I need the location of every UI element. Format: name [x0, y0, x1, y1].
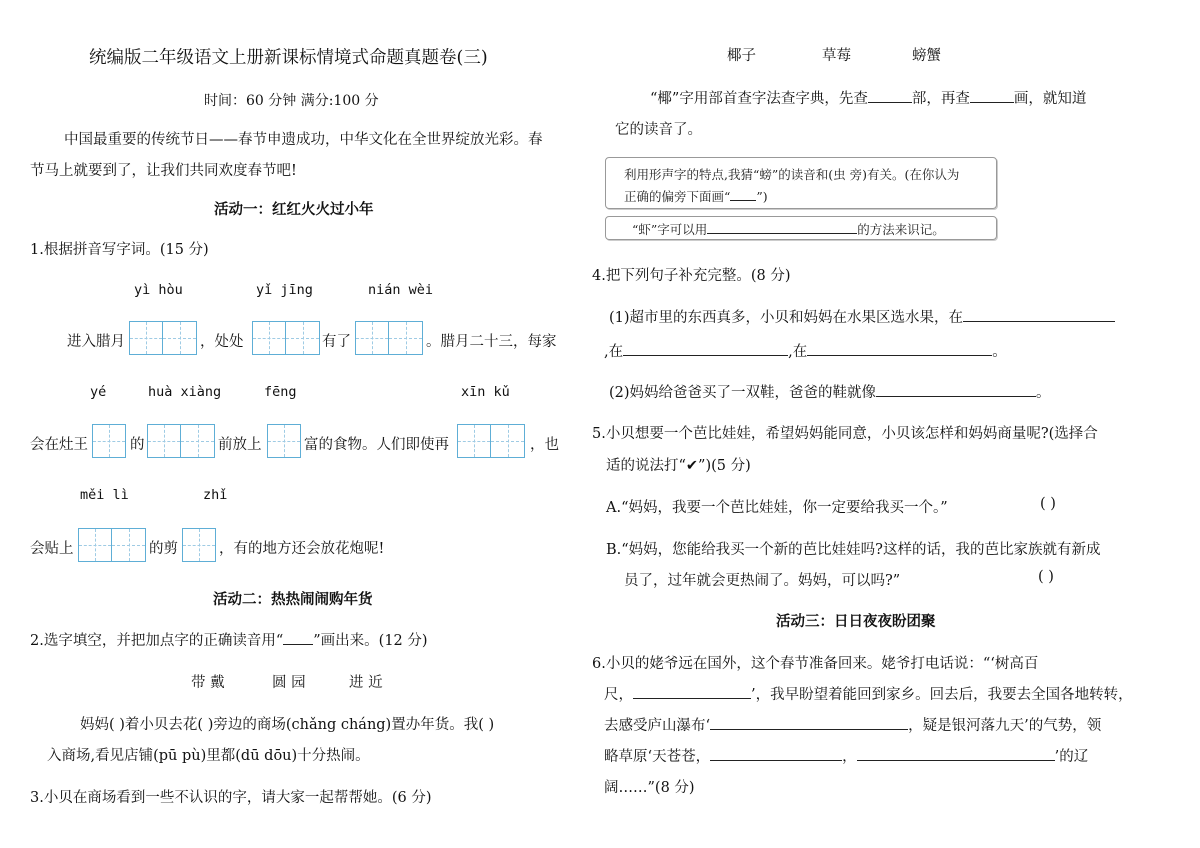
hint-text: 的方法来识记。: [857, 222, 945, 237]
writing-box[interactable]: [92, 424, 126, 458]
q2-line-1: 妈妈( )着小贝去花( )旁边的商场(chǎng cháng)置办年货。我( ): [80, 717, 495, 733]
q2-prompt: [30, 629, 428, 650]
q6-text: 尺，: [604, 687, 633, 703]
q3-word: 椰子: [727, 48, 756, 64]
activity-2-heading: 活动二：热热闹闹购年货: [213, 591, 373, 608]
q5-option-b-2: 员了，过年就会更热闹了。妈妈，可以吗?”: [624, 573, 901, 589]
q6-text: ，: [842, 749, 857, 765]
answer-blank[interactable]: [970, 87, 1014, 103]
q3-prompt: 3.小贝在商场看到一些不认识的字，请大家一起帮帮她。(6 分): [30, 790, 432, 806]
q4-text: ,在: [604, 344, 624, 360]
q6-text: 去感受庐山瀑布‘: [604, 718, 711, 734]
q6-line-1: 6.小贝的姥爷远在国外，这个春节准备回来。姥爷打电话说：“‘树高百: [592, 656, 1039, 672]
hint-text-2: [624, 186, 768, 205]
q3-word: 螃蟹: [912, 48, 941, 64]
q4-sentence-1b: [604, 340, 1007, 361]
q2-choice: 圆 园: [272, 675, 306, 691]
q6-line-3: [604, 714, 1101, 735]
hint-box-1: [605, 157, 997, 209]
q1-text: 进入腊月: [67, 334, 125, 350]
q5-option-a: A.“妈妈，我要一个芭比娃娃，你一定要给我买一个。”: [606, 500, 948, 516]
writing-box[interactable]: [181, 424, 215, 458]
q5-prompt-2: 适的说法打“✔”)(5 分): [606, 458, 751, 474]
q6-line-2: [604, 683, 1133, 704]
writing-box[interactable]: [112, 528, 146, 562]
q6-line-4: [604, 745, 1088, 766]
q5-answer-paren-a[interactable]: ( ): [1040, 496, 1056, 512]
answer-blank[interactable]: [868, 87, 912, 103]
q3-line-1: [650, 87, 1086, 108]
hint-text-3: [632, 220, 945, 238]
answer-blank[interactable]: [710, 714, 908, 730]
pinyin: huà xiàng: [148, 384, 222, 400]
answer-blank[interactable]: [876, 381, 1036, 397]
q4-sentence-1: [609, 306, 1115, 327]
q4-sentence-2: [609, 381, 1051, 402]
writing-box[interactable]: [286, 321, 320, 355]
pinyin: yé: [90, 384, 107, 400]
q3-text: 部，再查: [911, 91, 970, 107]
q2-line-2: 入商场,看见店铺(pū pù)里都(dū dōu)十分热闹。: [47, 748, 370, 764]
pinyin: yǐ jīng: [256, 282, 313, 298]
hint-text: 利用形声字的特点,我猜“螃”的读音和(虫 旁)有关。(在你认为: [624, 167, 960, 182]
pinyin: měi lì: [80, 487, 129, 503]
hint-text: ”): [756, 189, 768, 204]
writing-box[interactable]: [163, 321, 197, 355]
q4-text: ,在: [788, 344, 808, 360]
q1-text: 会在灶王: [30, 437, 88, 453]
q3-text: 画，就知道: [1013, 91, 1087, 107]
intro-line-1: 中国最重要的传统节日——春节申遗成功，中华文化在全世界绽放光彩。春: [64, 132, 543, 148]
q1-text: 会贴上: [30, 541, 74, 557]
q1-text: 。腊月二十三，每家: [426, 334, 557, 350]
q6-text: ’的辽: [1054, 749, 1089, 765]
q3-word: 草莓: [822, 48, 851, 64]
hint-text: 正确的偏旁下面画“: [624, 189, 731, 204]
writing-box[interactable]: [129, 321, 163, 355]
answer-blank[interactable]: [857, 745, 1055, 761]
answer-blank[interactable]: [963, 306, 1115, 322]
q4-text: (1)超市里的东西真多，小贝和妈妈在水果区选水果，在: [609, 310, 964, 326]
page-title: 统编版二年级语文上册新课标情境式命题真题卷(三): [89, 48, 488, 68]
q2-prompt-text: ”画出来。(12 分): [313, 633, 428, 649]
q1-text: ，有的地方还会放花炮呢!: [219, 541, 385, 557]
pinyin: xīn kǔ: [461, 384, 510, 400]
q3-line-2: 它的读音了。: [615, 122, 702, 138]
pinyin: fēng: [264, 384, 297, 400]
pinyin: yì hòu: [134, 282, 183, 298]
writing-box[interactable]: [389, 321, 423, 355]
q1-text: ，处处: [200, 334, 244, 350]
writing-box[interactable]: [457, 424, 491, 458]
q1-text: ，也: [530, 437, 559, 453]
q2-choice: 进 近: [349, 675, 383, 691]
answer-blank[interactable]: [707, 221, 857, 234]
exam-meta: 时间：60 分钟 满分:100 分: [204, 93, 379, 109]
q3-text: “椰”字用部首查字法查字典，先查: [650, 91, 868, 107]
writing-box[interactable]: [252, 321, 286, 355]
answer-blank[interactable]: [623, 340, 788, 356]
q5-option-b-1: B.“妈妈，您能给我买一个新的芭比娃娃吗?这样的话，我的芭比家族就有新成: [606, 542, 1101, 558]
q1-text: 前放上: [218, 437, 262, 453]
q2-prompt-text: 2.选字填空，并把加点字的正确读音用“: [30, 633, 284, 649]
q2-choice: 带 戴: [191, 675, 225, 691]
q6-text: 略草原‘天苍苍，: [604, 749, 711, 765]
q1-text: 有了: [322, 334, 351, 350]
q1-prompt: 1.根据拼音写字词。(15 分): [30, 242, 209, 258]
q6-line-5: 阔……”(8 分): [604, 780, 695, 796]
q1-text: 的剪: [149, 541, 178, 557]
q1-text: 富的食物。人们即使再: [304, 437, 449, 453]
pinyin: zhǐ: [203, 487, 228, 503]
pinyin: nián wèi: [368, 282, 434, 298]
activity-1-heading: 活动一：红红火火过小年: [214, 201, 374, 218]
answer-line-sample: [283, 630, 313, 645]
answer-blank[interactable]: [807, 340, 992, 356]
q6-text: ’，我早盼望着能回到家乡。回去后，我要去全国各地转转，: [751, 687, 1133, 703]
q5-prompt-1: 5.小贝想要一个芭比娃娃，希望妈妈能同意，小贝该怎样和妈妈商量呢?(选择合: [592, 426, 1098, 442]
writing-box[interactable]: [147, 424, 181, 458]
activity-3-heading: 活动三：日日夜夜盼团聚: [776, 613, 936, 630]
q1-text: 的: [130, 437, 145, 453]
writing-box[interactable]: [267, 424, 301, 458]
q4-prompt: 4.把下列句子补充完整。(8 分): [592, 268, 791, 284]
hint-text: “虾”字可以用: [632, 222, 708, 237]
answer-blank[interactable]: [633, 683, 751, 699]
q4-text: 。: [992, 344, 1007, 360]
q5-answer-paren-b[interactable]: ( ): [1038, 569, 1054, 585]
hint-box-2: [605, 216, 997, 240]
writing-box[interactable]: [491, 424, 525, 458]
intro-line-2: 节马上就要到了，让我们共同欢度春节吧!: [30, 163, 297, 179]
answer-line-sample: [730, 186, 756, 201]
q4-text: 。: [1036, 385, 1051, 401]
q6-text: ，疑是银河落九天’的气势，领: [908, 718, 1102, 734]
writing-box[interactable]: [78, 528, 112, 562]
answer-blank[interactable]: [710, 745, 842, 761]
writing-box[interactable]: [182, 528, 216, 562]
q4-text: (2)妈妈给爸爸买了一双鞋，爸爸的鞋就像: [609, 385, 877, 401]
writing-box[interactable]: [355, 321, 389, 355]
